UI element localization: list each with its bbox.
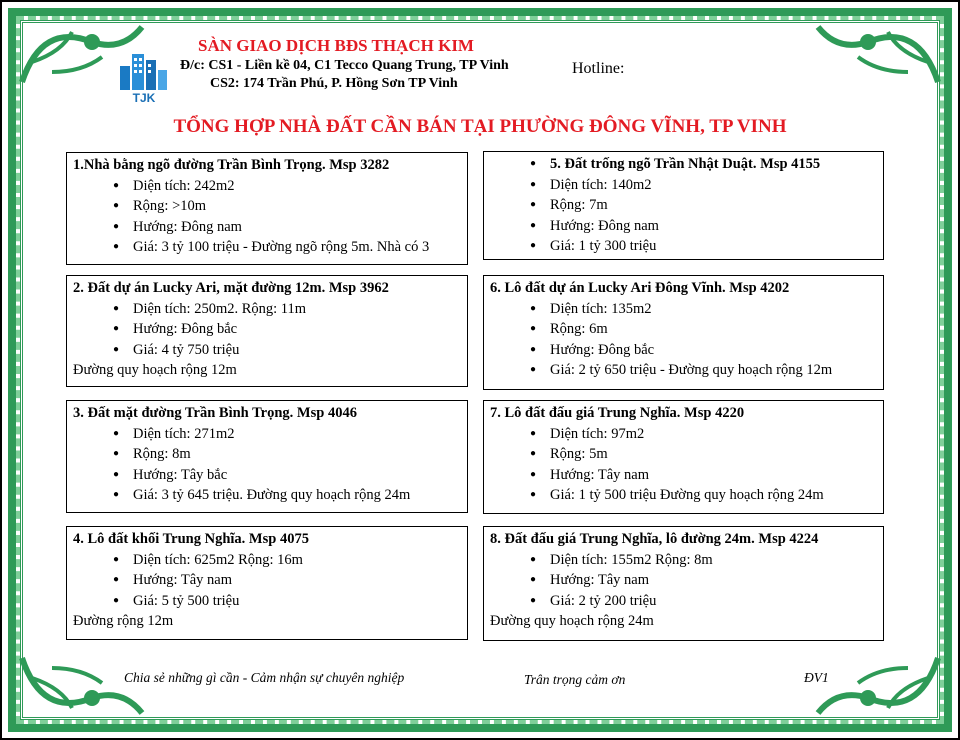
listing-card-3 bbox=[66, 400, 468, 513]
listing-item: ● Hướng: Tây bắc bbox=[113, 465, 461, 486]
listing-heading: 2. Đất dự án Lucky Ari, mặt đường 12m. Msp 3962 bbox=[73, 280, 389, 296]
listing-card-4 bbox=[66, 526, 468, 640]
listing-item: ● Hướng: Đông nam bbox=[530, 216, 877, 237]
company-logo-icon bbox=[114, 48, 174, 104]
listing-item: ● Giá: 5 tỷ 500 triệu bbox=[113, 591, 461, 612]
listing-card-2 bbox=[66, 275, 468, 387]
corner-ornament-icon bbox=[808, 12, 948, 102]
listing-item: ● Rộng: 5m bbox=[530, 444, 877, 465]
listing-item: ● Hướng: Tây nam bbox=[113, 570, 461, 591]
listing-item: ● Giá: 2 tỷ 650 triệu - Đường quy hoạch rộng 12m bbox=[530, 360, 877, 381]
listing-heading: 4. Lô đất khối Trung Nghĩa. Msp 4075 bbox=[73, 531, 309, 547]
address-line-2: CS2: 174 Trần Phú, P. Hồng Sơn TP Vinh bbox=[210, 76, 458, 91]
listing-heading: ● 5. Đất trống ngõ Trần Nhật Duật. Msp 4155 bbox=[490, 154, 877, 175]
page-title: TỔNG HỢP NHÀ ĐẤT CẦN BÁN TẠI PHƯỜNG ĐÔNG VĨNH, TP VINH bbox=[173, 116, 787, 137]
listing-item: ● Rộng: >10m bbox=[113, 196, 461, 217]
listing-note: Đường rộng 12m bbox=[73, 613, 174, 629]
footer-code: ĐV1 bbox=[804, 670, 829, 685]
listing-note: Đường quy hoạch rộng 12m bbox=[73, 362, 237, 378]
listing-item: ● Hướng: Tây nam bbox=[530, 465, 877, 486]
listing-item: ● Giá: 3 tỷ 100 triệu - Đường ngõ rộng 5m. Nhà có 3 bbox=[113, 237, 461, 258]
listing-item: ● Diện tích: 135m2 bbox=[530, 299, 877, 320]
footer-slogan: Chia sẻ những gì cần - Cảm nhận sự chuyên nghiệp bbox=[124, 670, 405, 685]
listing-heading: 3. Đất mặt đường Trần Bình Trọng. Msp 4046 bbox=[73, 405, 357, 421]
logo-text: TJK bbox=[132, 91, 156, 104]
listing-item: ● Diện tích: 625m2 Rộng: 16m bbox=[113, 550, 461, 571]
company-name: SÀN GIAO DỊCH BĐS THẠCH KIM bbox=[198, 36, 474, 55]
listing-item: ● Diện tích: 250m2. Rộng: 11m bbox=[113, 299, 461, 320]
listing-heading: 1.Nhà bằng ngõ đường Trần Bình Trọng. Msp 3282 bbox=[73, 157, 390, 173]
address-line-1: Đ/c: CS1 - Liền kề 04, C1 Tecco Quang Trung, TP Vinh bbox=[180, 58, 509, 73]
footer-thanks: Trân trọng cảm ơn bbox=[524, 672, 626, 687]
listing-item: ● Hướng: Đông bắc bbox=[530, 340, 877, 361]
listing-heading: 8. Đất đấu giá Trung Nghĩa, lô đường 24m. Msp 4224 bbox=[490, 531, 819, 547]
listing-item: ● Diện tích: 242m2 bbox=[113, 176, 461, 197]
listing-heading: 6. Lô đất dự án Lucky Ari Đông Vĩnh. Msp 4202 bbox=[490, 280, 790, 296]
listing-card-7 bbox=[483, 400, 884, 514]
listing-card-8 bbox=[483, 526, 884, 641]
listing-note: Đường quy hoạch rộng 24m bbox=[490, 613, 654, 629]
listing-item: ● Hướng: Đông bắc bbox=[113, 319, 461, 340]
listing-card-5 bbox=[483, 151, 884, 260]
listing-item: ● Giá: 4 tỷ 750 triệu bbox=[113, 340, 461, 361]
listing-card-6 bbox=[483, 275, 884, 390]
listing-item: ● Rộng: 7m bbox=[530, 195, 877, 216]
hotline-label: Hotline: bbox=[572, 60, 625, 77]
listing-heading: 7. Lô đất đấu giá Trung Nghĩa. Msp 4220 bbox=[490, 405, 745, 421]
listing-item: ● Diện tích: 271m2 bbox=[113, 424, 461, 445]
listing-item: ● Giá: 2 tỷ 200 triệu bbox=[530, 591, 877, 612]
listing-item: ● Hướng: Tây nam bbox=[530, 570, 877, 591]
listing-card-1 bbox=[66, 152, 468, 265]
listing-item: ● Giá: 3 tỷ 645 triệu. Đường quy hoạch rộng 24m bbox=[113, 485, 461, 506]
listing-item: ● Giá: 1 tỷ 300 triệu bbox=[530, 236, 877, 257]
listing-item: ● Diện tích: 155m2 Rộng: 8m bbox=[530, 550, 877, 571]
corner-ornament-icon bbox=[808, 638, 948, 728]
listing-item: ● Diện tích: 140m2 bbox=[530, 175, 877, 196]
listing-item: ● Rộng: 8m bbox=[113, 444, 461, 465]
listing-item: ● Rộng: 6m bbox=[530, 319, 877, 340]
listing-item: ● Hướng: Đông nam bbox=[113, 217, 461, 238]
listing-item: ● Giá: 1 tỷ 500 triệu Đường quy hoạch rộng 24m bbox=[530, 485, 877, 506]
listing-item: ● Diện tích: 97m2 bbox=[530, 424, 877, 445]
